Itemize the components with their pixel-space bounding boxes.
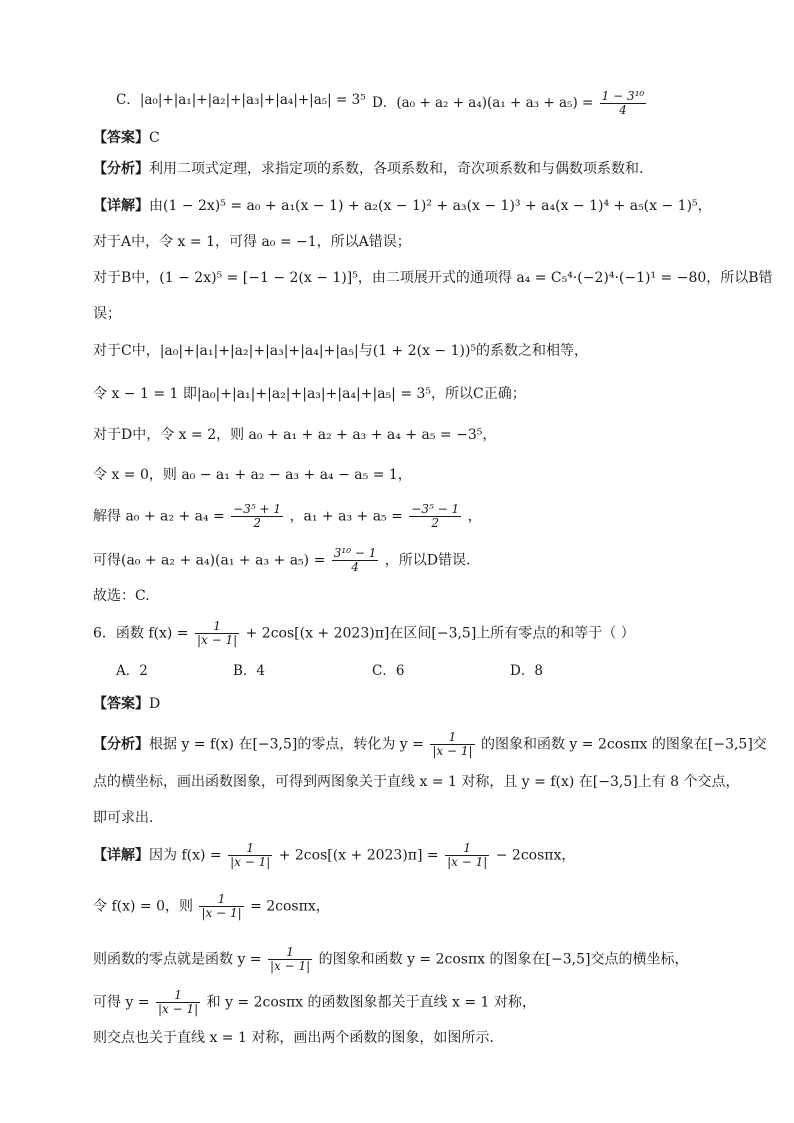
q6-analysis-1: 【分析】根据 y = f(x) 在[−3,5]的零点，转化为 y = $\frac{1}{|x - 1|}$ 的图象和函数 y = 2cosπx 的图象在[−3,5]交 [93,730,767,758]
q6-detail-1: 【详解】因为 f(x) = $\frac{1}{|x - 1|}$ + 2cos[(x + 2023)π] = $\frac{1}{|x - 1|}$ − 2cosπx， [93,841,576,869]
q6-detail-4: 可得 y = $\frac{1}{|x - 1|}$ 和 y = 2cosπx 的函数图象都关于直线 x = 1 对称， [93,988,536,1016]
fraction: $\frac{\text{1 − 3¹⁰}}{4}$ [601,89,645,117]
q5-line-d1: 对于D中，令 x = 2，则 a₀ + a₁ + a₂ + a₃ + a₄ + a₅ = −3⁵， [93,427,497,443]
fraction: $\frac{1}{|x - 1|}$ [270,945,311,973]
q6-option-d: D．8 [510,663,543,679]
fraction: $\frac{\text{−3⁵ + 1}}{2}$ [233,502,282,530]
q6-detail-5: 则交点也关于直线 x = 1 对称，画出两个函数的图象，如图所示. [93,1030,494,1046]
fraction: $\frac{1}{|x - 1|}$ [432,730,473,758]
q6-option-a: A．2 [116,663,148,679]
q5-answer: 【答案】C [93,130,160,146]
q6-analysis-3: 即可求出. [93,810,154,826]
fraction: $\frac{1}{|x - 1|}$ [158,988,199,1016]
prev-option-c: C．|a₀|+|a₁|+|a₂|+|a₃|+|a₄|+|a₅| = 3⁵ [116,92,366,108]
fraction: $\frac{1}{|x - 1|}$ [447,841,488,869]
fraction: $\frac{1}{|x - 1|}$ [201,892,242,920]
q5-choose: 故选：C. [93,588,150,604]
q5-line-c2: 令 x − 1 = 1 即|a₀|+|a₁|+|a₂|+|a₃|+|a₄|+|a₅| = 3⁵，所以C正确； [93,386,526,402]
q6-detail-2: 令 f(x) = 0，则 $\frac{1}{|x - 1|}$ = 2cosπx， [93,892,330,920]
prev-option-d: D．(a₀ + a₂ + a₄)(a₁ + a₃ + a₅) = $\frac{\text{1 − 3¹⁰}}{4}$ [372,89,645,117]
q5-line-a: 对于A中，令 x = 1，可得 a₀ = −1，所以A错误； [93,234,411,250]
q6-answer: 【答案】D [93,696,161,712]
q5-line-c1: 对于C中，|a₀|+|a₁|+|a₂|+|a₃|+|a₄|+|a₅|与(1 + 2(x − 1))⁵的系数之和相等， [93,343,589,359]
q6-stem: 6．函数 f(x) = $\frac{1}{|x - 1|}$ + 2cos[(x + 2023)π]在区间[−3,5]上所有零点的和等于（ ） [93,619,635,647]
fraction: $\frac{\text{3¹⁰ − 1}}{4}$ [333,546,377,574]
fraction: $\frac{1}{|x - 1|}$ [230,841,271,869]
q5-line-b2: 误； [93,306,121,322]
q6-detail-3: 则函数的零点就是函数 y = $\frac{1}{|x - 1|}$ 的图象和函数 y = 2cosπx 的图象在[−3,5]交点的横坐标， [93,945,689,973]
q5-solve: 解得 a₀ + a₂ + a₄ = $\frac{\text{−3⁵ + 1}}{2}$ ，a₁ + a₃ + a₅ = $\frac{\text{−3⁵ − 1}}{2}$ ， [93,502,482,530]
q5-result: 可得(a₀ + a₂ + a₄)(a₁ + a₃ + a₅) = $\frac{\text{3¹⁰ − 1}}{4}$ ，所以D错误. [93,546,471,574]
fraction: $\frac{\text{−3⁵ − 1}}{2}$ [411,502,460,530]
q5-analysis: 【分析】利用二项式定理，求指定项的系数，各项系数和，奇次项系数和与偶数项系数和. [93,161,644,177]
fraction: $\frac{1}{|x - 1|}$ [197,619,238,647]
q5-detail-1: 【详解】由(1 − 2x)⁵ = a₀ + a₁(x − 1) + a₂(x − 1)² + a₃(x − 1)³ + a₄(x − 1)⁴ + a₅(x − 1)⁵， [93,198,712,214]
q5-line-b1: 对于B中，(1 − 2x)⁵ = [−1 − 2(x − 1)]⁵，由二项展开式的通项得 a₄ = C₅⁴·(−2)⁴·(−1)¹ = −80，所以B错 [93,270,773,286]
q6-option-c: C．6 [372,663,405,679]
q5-line-d2: 令 x = 0，则 a₀ − a₁ + a₂ − a₃ + a₄ − a₅ = 1， [93,467,412,483]
q6-option-b: B．4 [233,663,266,679]
q6-analysis-2: 点的横坐标，画出函数图象，可得到两图象关于直线 x = 1 对称，且 y = f(x) 在[−3,5]上有 8 个交点， [93,774,740,790]
